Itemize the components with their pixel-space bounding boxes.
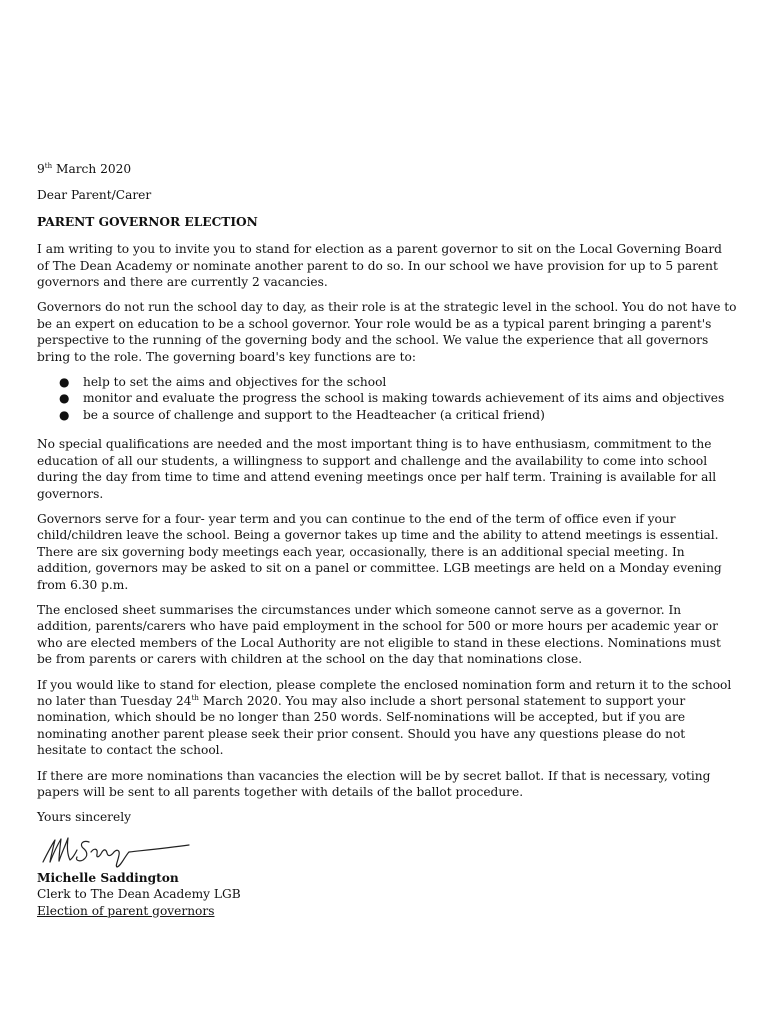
paragraph-invitation: I am writing to you to invite you to stand for election as a parent governor to sit on the Local Governing Board of The Dean Academy or nominate another parent to do so. In our school we have provision for up to 5 parent governors and there are currently 2 vacancies. — [37, 242, 722, 290]
letter-heading: PARENT GOVERNOR ELECTION — [37, 214, 258, 229]
nomination-date-suffix: th — [191, 693, 199, 702]
paragraph-qualifications: No special qualifications are needed and the most important thing is to have enthusiasm, commitment to the education of all our students, a willingness to support and challenge and the availability to come into school during the day from time to time and attend evening meetings once per half term. Training is available for all governors. — [37, 437, 717, 501]
paragraph-ballot: If there are more nominations than vacancies the election will be by secret ballot. If that is necessary, voting papers will be sent to all parents together with details of the ballot procedure. — [37, 768, 711, 799]
date-day: 9 — [37, 162, 45, 176]
list-item-text: be a source of challenge and support to the Headteacher (a critical friend) — [83, 407, 545, 422]
paragraph-nomination — [37, 677, 737, 759]
bullet-icon: ● — [59, 391, 70, 406]
date-suffix: th — [44, 162, 53, 170]
key-functions-list — [37, 374, 737, 423]
list-item — [37, 374, 737, 390]
signature-graphic — [37, 830, 197, 870]
paragraph-term: Governors serve for a four- year term and you can continue to the end of the term of office even if your child/children leave the school. Being a governor takes up time and the ability to attend meetings is essential. There are six governing body meetings each year, occasionally, there is an additional special meeting. In addition, governors may be asked to sit on a panel or committee. LGB meetings are held on a Monday evening from 6.30 p.m. — [37, 511, 722, 592]
letter-date — [37, 161, 737, 177]
paragraph-eligibility: The enclosed sheet summarises the circumstances under which someone cannot serve as a governor. In addition, parents/carers who have paid employment in the school for 500 or more hours per academic year or who are elected members of the Local Authority are not eligible to stand in these elections. Nominations must be from parents or carers with children at the school on the day that nominations close. — [37, 602, 721, 667]
nomination-text-end: March 2020. You may also include a short personal statement to support your nomination, which should be no longer than 250 words. Self-nominations will be accepted, but if you are nominating another parent please seek their prior consent. Should you have any questions please do not hesitate to contact the school. — [37, 693, 686, 758]
list-item — [37, 407, 737, 423]
signer-note: Election of parent governors — [37, 903, 215, 918]
list-item — [37, 390, 737, 406]
letter — [37, 161, 737, 919]
signer-name: Michelle Saddington — [37, 870, 179, 885]
salutation: Dear Parent/Carer — [37, 188, 152, 203]
signer-role: Clerk to The Dean Academy LGB — [37, 887, 241, 902]
bullet-icon: ● — [59, 375, 70, 390]
list-item-text: monitor and evaluate the progress the school is making towards achievement of its aims and objectives — [83, 391, 725, 406]
closing: Yours sincerely — [37, 810, 131, 825]
paragraph-governor-role: Governors do not run the school day to day, as their role is at the strategic level in the school. You do not have to be an expert on education to be a school governor. Your role would be as a typical parent bringing a parent's perspective to the running of the governing body and the school. We value the experience that all governors bring to the role. The governing board's key functions are to: — [37, 300, 737, 364]
handwritten-signature — [37, 830, 737, 870]
list-item-text: help to set the aims and objectives for the school — [83, 375, 387, 390]
date-rest: March 2020 — [52, 162, 132, 176]
nomination-text-start: If you would like to stand for election, please complete the enclosed nomination form and return it to the school no later than Tuesday 24 — [37, 677, 732, 708]
bullet-icon: ● — [59, 407, 70, 422]
